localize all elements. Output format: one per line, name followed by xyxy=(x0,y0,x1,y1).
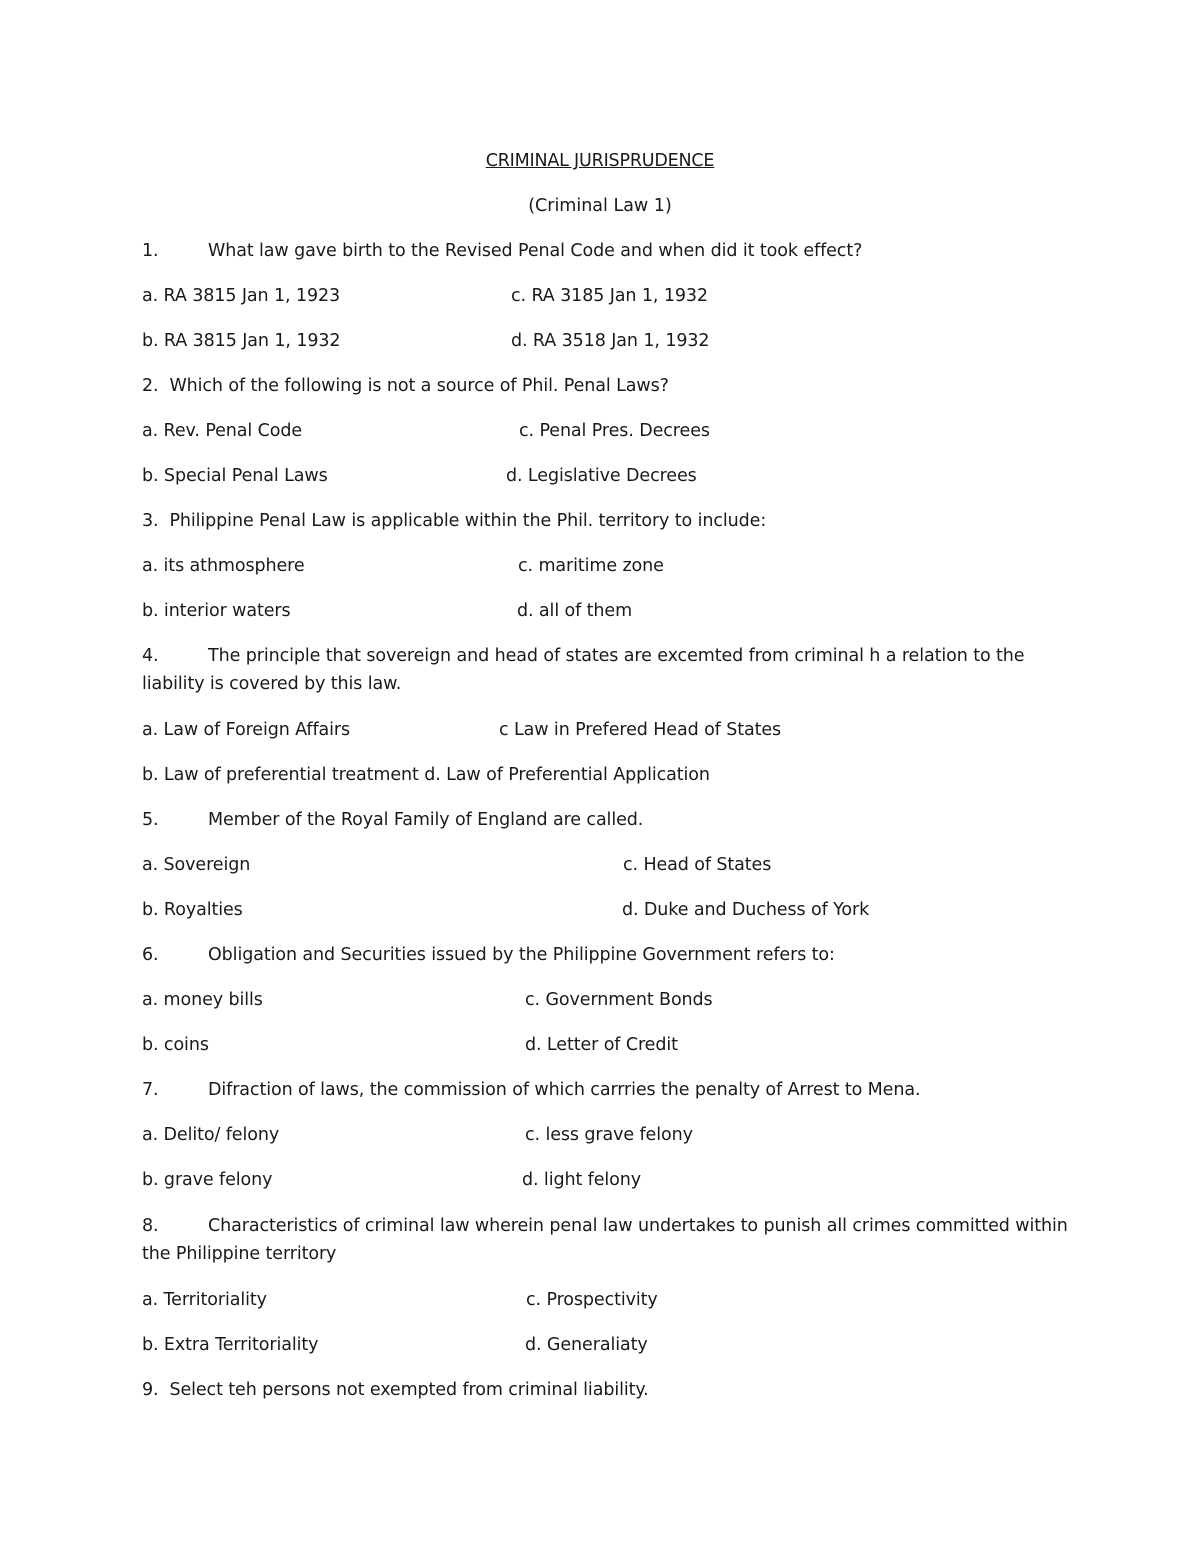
question-text: What law gave birth to the Revised Penal Code and when did it took effect? xyxy=(208,241,863,261)
choice-3d: d. all of them xyxy=(517,601,633,621)
question-9 xyxy=(142,1378,649,1402)
question-text: Which of the following is not a source of Phil. Penal Laws? xyxy=(169,376,669,396)
question-text: Select teh persons not exempted from criminal liability. xyxy=(169,1380,649,1400)
choice-2a: a. Rev. Penal Code xyxy=(142,421,303,441)
question-text: Philippine Penal Law is applicable within the Phil. territory to include: xyxy=(169,511,767,531)
choice-8d: d. Generaliaty xyxy=(525,1335,648,1355)
question-6 xyxy=(142,943,835,967)
choice-8a: a. Territoriality xyxy=(142,1290,267,1310)
question-5 xyxy=(142,808,643,832)
choice-2d: d. Legislative Decrees xyxy=(506,466,697,486)
choice-5c: c. Head of States xyxy=(623,855,772,875)
choice-7a: a. Delito/ felony xyxy=(142,1125,280,1145)
document-title: CRIMINAL JURISPRUDENCE xyxy=(485,151,715,171)
choice-7b: b. grave felony xyxy=(142,1170,273,1190)
choice-1b: b. RA 3815 Jan 1, 1932 xyxy=(142,331,341,351)
question-text: Characteristics of criminal law wherein penal law undertakes to punish all crimes committed within the Philippine territory xyxy=(142,1216,1068,1264)
choice-4a: a. Law of Foreign Affairs xyxy=(142,720,351,740)
choice-6c: c. Government Bonds xyxy=(525,990,713,1010)
choice-5b: b. Royalties xyxy=(142,900,243,920)
choice-3a: a. its athmosphere xyxy=(142,556,305,576)
choice-4b-d: b. Law of preferential treatment d. Law of Preferential Application xyxy=(142,765,710,785)
question-number: 4. xyxy=(142,646,159,666)
question-number: 9. xyxy=(142,1380,159,1400)
question-number: 5. xyxy=(142,810,159,830)
document-subtitle: (Criminal Law 1) xyxy=(528,196,672,216)
choice-6b: b. coins xyxy=(142,1035,209,1055)
question-text: Obligation and Securities issued by the Philippine Government refers to: xyxy=(208,945,835,965)
choice-2c: c. Penal Pres. Decrees xyxy=(519,421,710,441)
question-8 xyxy=(142,1212,1072,1268)
question-7 xyxy=(142,1078,920,1102)
choice-5a: a. Sovereign xyxy=(142,855,251,875)
choice-6a: a. money bills xyxy=(142,990,263,1010)
choice-3c: c. maritime zone xyxy=(518,556,664,576)
question-text: Difraction of laws, the commission of which carrries the penalty of Arrest to Mena. xyxy=(208,1080,921,1100)
question-text: The principle that sovereign and head of states are excemted from criminal h a relation to the liability is covered by this law. xyxy=(142,646,1025,694)
choice-7c: c. less grave felony xyxy=(525,1125,693,1145)
choice-5d: d. Duke and Duchess of York xyxy=(622,900,870,920)
choice-8b: b. Extra Territoriality xyxy=(142,1335,319,1355)
choice-2b: b. Special Penal Laws xyxy=(142,466,328,486)
question-number: 1. xyxy=(142,241,159,261)
choice-1a: a. RA 3815 Jan 1, 1923 xyxy=(142,286,341,306)
choice-1c: c. RA 3185 Jan 1, 1932 xyxy=(511,286,708,306)
choice-1d: d. RA 3518 Jan 1, 1932 xyxy=(511,331,710,351)
question-number: 3. xyxy=(142,511,159,531)
question-number: 8. xyxy=(142,1216,159,1236)
question-number: 2. xyxy=(142,376,159,396)
question-3 xyxy=(142,509,766,533)
choice-4c: c Law in Prefered Head of States xyxy=(499,720,782,740)
choice-3b: b. interior waters xyxy=(142,601,291,621)
question-number: 7. xyxy=(142,1080,159,1100)
question-1 xyxy=(142,239,862,263)
question-2 xyxy=(142,374,669,398)
choice-8c: c. Prospectivity xyxy=(526,1290,658,1310)
choice-7d: d. light felony xyxy=(522,1170,642,1190)
choice-6d: d. Letter of Credit xyxy=(525,1035,678,1055)
question-text: Member of the Royal Family of England are called. xyxy=(208,810,644,830)
question-number: 6. xyxy=(142,945,159,965)
question-4 xyxy=(142,642,1072,698)
